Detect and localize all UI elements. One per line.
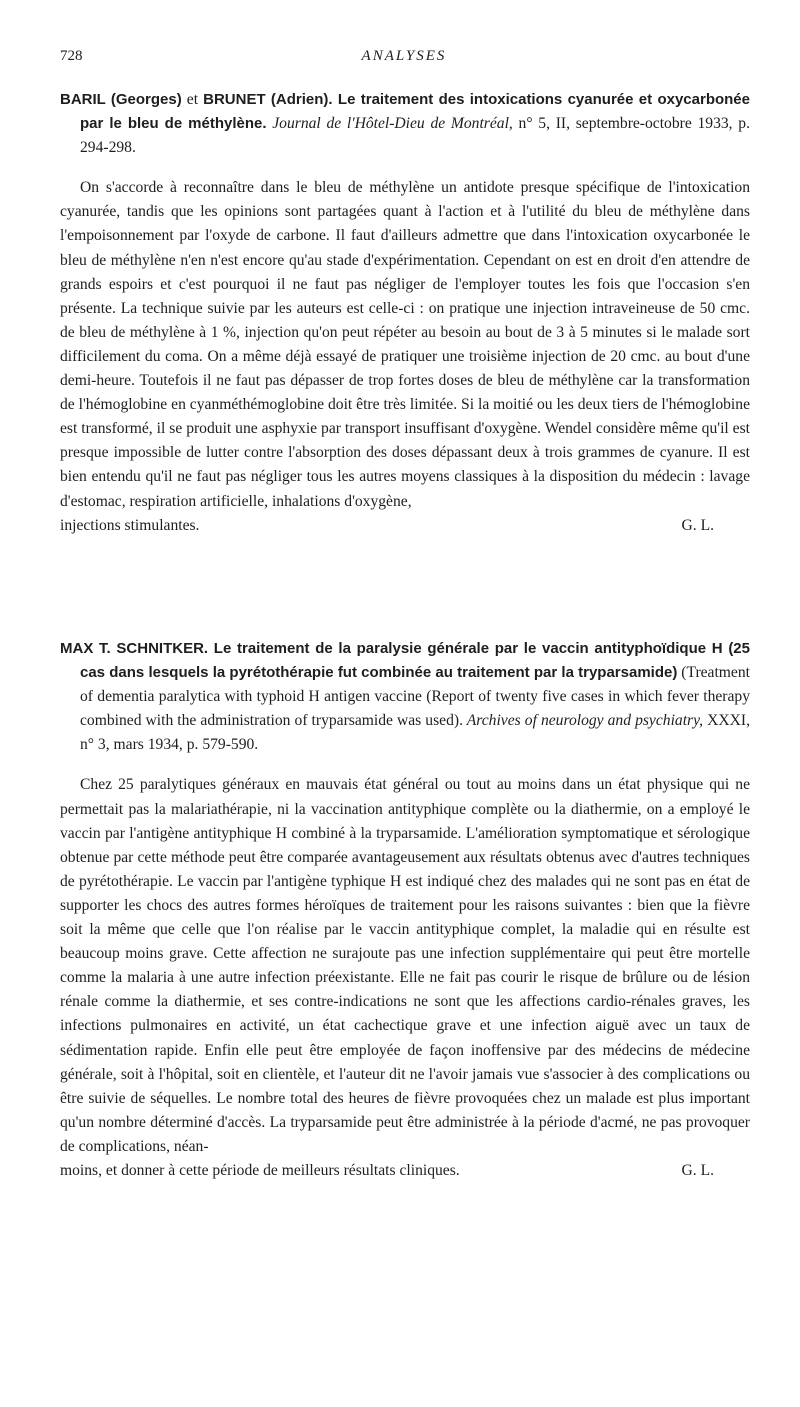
article-english-title: (Treatment of dementia paralytica with typhoid H antigen vaccine (Report of twenty five cases in which fever therapy combined with the administration of tryparsamide was used).: [80, 664, 750, 730]
article-heading: [60, 88, 750, 160]
article-ending: [60, 1159, 750, 1183]
article-body-text: On s'accorde à reconnaître dans le bleu de méthylène un antidote presque spécifique de l'intoxication cyanurée, tandis que les opinions sont partagées quant à l'action et à l'utilité du bleu de méthylène dans l'empoisonnement par l'oxyde de carbone. Il faut d'ailleurs admettre que dans l'intoxication oxycarbonée le bleu de méthylène n'en n'est encore qu'au stade d'expérimentation. Cependant on est en droit d'en attendre de grands espoirs et c'est pourquoi il ne faut pas négliger de l'employer toutes les fois que l'occasion s'en présente. La technique suivie par les auteurs est celle-ci : on pratique une injection intraveineuse de 50 cmc. de bleu de méthylène à 1 %, injection qu'on peut répéter au besoin au bout de 3 à 5 minutes si le malade sort difficilement du coma. On a même déjà essayé de pratiquer une troisième injection de 20 cmc. au bout d'une demi-heure. Toutefois il ne faut pas dépasser de trop fortes doses de bleu de méthylène car la transformation de l'hémoglobine en cyanméthémoglobine doit être très limitée. Si la moitié ou les deux tiers de l'hémoglobine est transformé, il se produit une asphyxie par transport insuffisant d'oxygène. Wendel considère même qu'il est presque impossible de lutter contre l'absorption des doses dépassant deux à trois grammes de cyanure. Il est bien entendu qu'il ne faut pas négliger tous les autres moyens classiques à la disposition du médecin : lavage d'estomac, respiration artificielle, inhalations d'oxygène,: [60, 179, 750, 510]
article-schnitker: [60, 637, 750, 1183]
article-ending: [60, 514, 750, 538]
journal-name: Journal de l'Hôtel-Dieu de Montréal,: [266, 115, 513, 133]
article-title: Le traitement des intoxications cyanurée et oxycarbonée par le bleu de méthylène.: [80, 91, 750, 133]
reviewer-signature: G. L.: [681, 1161, 714, 1179]
journal-reference: XXXI, n° 3, mars 1934, p. 579-590.: [80, 712, 750, 754]
article-body: [60, 176, 750, 513]
article-heading: [60, 637, 750, 757]
article-last-line: moins, et donner à cette période de meilleurs résultats cliniques.: [60, 1161, 460, 1179]
running-title: ANALYSES: [361, 48, 447, 64]
article-authors-first: BARIL (Georges): [60, 91, 182, 108]
article-authors-second: BRUNET (Adrien).: [203, 91, 333, 108]
article-body-text: Chez 25 paralytiques généraux en mauvais état général ou tout au moins dans un état physique qui ne permettait pas la malariathérapie, ni la vaccination antityphique complète ou la diathermie, on a employé le vaccin par l'antigène antityphique H combiné à la tryparsamide. L'amélioration symptomatique et sérologique obtenue par cette méthode peut être comparée avantageusement aux résultats obtenus avec d'autres techniques de pyrétothérapie. Le vaccin par l'antigène typhique H est indiqué chez des malades qui ne sont pas en état de supporter les chocs des autres formes héroïques de traitement pour les raisons suivantes : bien que la fièvre soit la même que celle que l'on réalise par le vaccin antityphique complet, la maladie qui en résulte est beaucoup moins grave. Cette affection ne surajoute pas une infection supplémentaire qui peut être mortelle comme la malaria à une autre infection préexistante. Elle ne fait pas courir le risque de brûlure ou de lésion rénale comme la diathermie, et ses contre-indications ne sont que les affections cardio-rénales graves, les infections pulmonaires en activité, un état cachectique grave et une infection aiguë avec un taux de sédimentation rapide. Enfin elle peut être employée de façon inoffensive par des médecins de médecine générale, soit à l'hôpital, soit en clientèle, et l'auteur dit ne l'avoir jamais vue s'associer à des complications ou être suivie de séquelles. Le nombre total des heures de fièvre provoquées chez un malade est plus important qu'un nombre déterminé d'accès. La tryparsamide peut être administrée à la période d'acmé, ne pas provoquer de complications, néan-: [60, 776, 750, 1155]
article-author: MAX T. SCHNITKER.: [60, 640, 209, 657]
page-header: [60, 48, 748, 72]
article-title: Le traitement de la paralysie générale par le vaccin antityphoïdique H (25 cas dans lesquels la pyrétothérapie fut combinée au traitement par la tryparsamide): [80, 640, 750, 682]
article-last-line: injections stimulantes.: [60, 516, 200, 534]
article-body: [60, 773, 750, 1159]
page-number: 728: [60, 48, 83, 64]
journal-name: Archives of neurology and psychiatry,: [462, 712, 704, 730]
reviewer-signature: G. L.: [681, 516, 714, 534]
article-baril-brunet: [60, 88, 750, 538]
journal-reference: n° 5, II, septembre-octobre 1933, p. 294-298.: [80, 115, 750, 157]
article-authors-conjunction: et: [181, 91, 204, 108]
